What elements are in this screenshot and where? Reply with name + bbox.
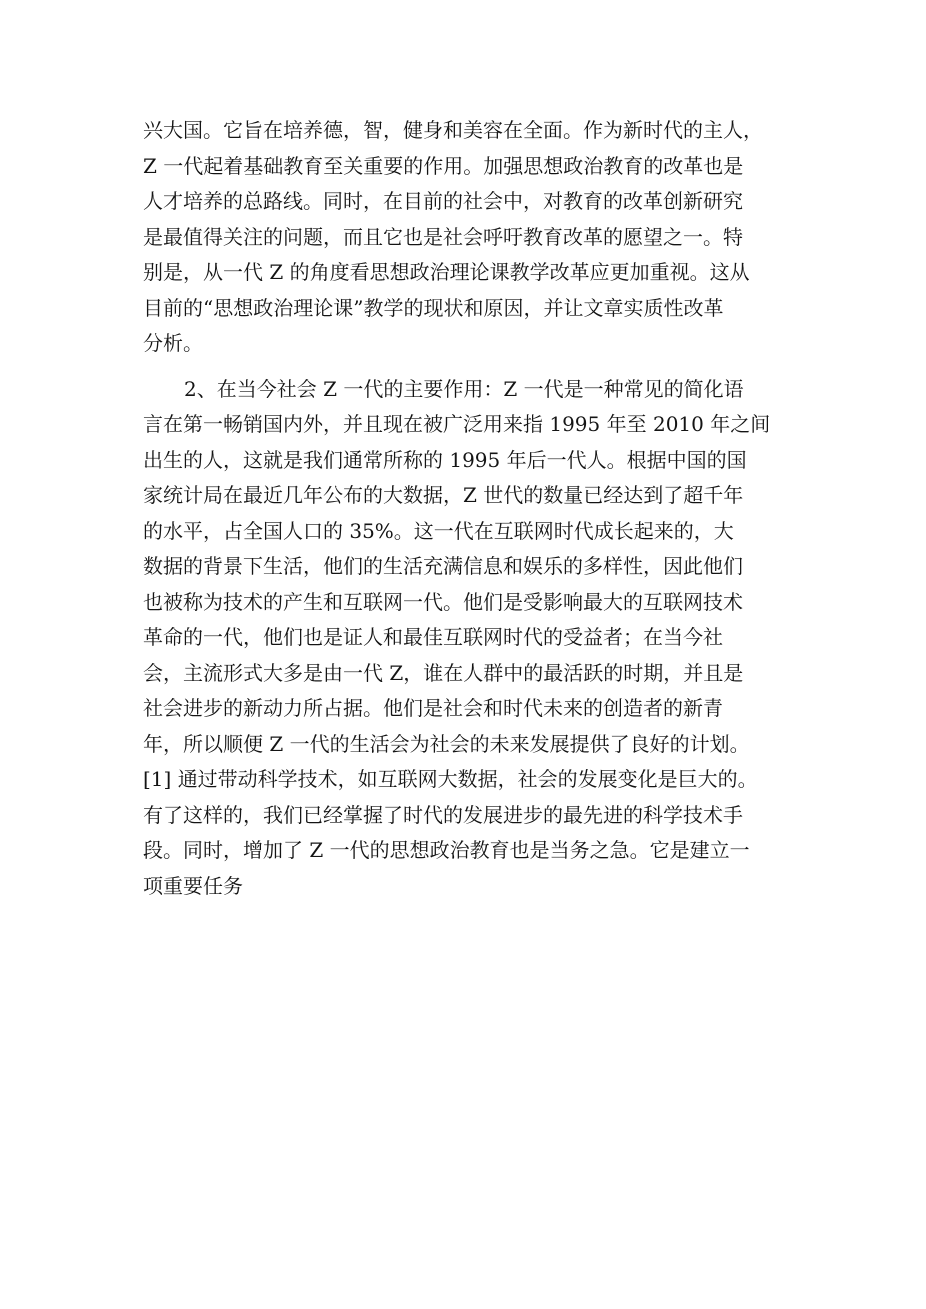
document-body — [143, 113, 793, 904]
text-line: [1] 通过带动科学技术，如互联网大数据，社会的发展变化是巨大的。 — [143, 767, 758, 791]
text-line: 别是，从一代 Z 的角度看思想政治理论课教学改革应更加重视。这从 — [143, 260, 750, 284]
text-line: 目前的“思想政治理论课”教学的现状和原因，并让文章实质性改革 — [143, 295, 724, 320]
text-line: 分析。 — [143, 331, 203, 355]
text-line: 出生的人，这就是我们通常所称的 1995 年后一代人。根据中国的国 — [143, 447, 747, 472]
text-line: 言在第一畅销国内外，并且现在被广泛用来指 1995 年至 2010 年之间 — [143, 412, 771, 436]
text-line: 会，主流形式大多是由一代 Z，谁在人群中的最活跃的时期，并且是 — [143, 660, 744, 685]
text-line: 家统计局在最近几年公布的大数据，Z 世代的数量已经达到了超千年 — [143, 483, 744, 507]
text-line: 数据的背景下生活，他们的生活充满信息和娱乐的多样性，因此他们 — [143, 554, 743, 578]
text-line: 也被称为技术的产生和互联网一代。他们是受影响最大的互联网技术 — [143, 589, 743, 614]
text-line: 段。同时，增加了 Z 一代的思想政治教育也是当务之急。它是建立一 — [143, 838, 750, 862]
text-line: 有了这样的，我们已经掌握了时代的发展进步的最先进的科学技术手 — [143, 802, 743, 827]
text-line: 年，所以顺便 Z 一代的生活会为社会的未来发展提供了良好的计划。 — [143, 731, 750, 756]
text-line: 人才培养的总路线。同时，在目前的社会中，对教育的改革创新研究 — [143, 189, 743, 213]
text-line: 是最值得关注的问题，而且它也是社会呼吁教育改革的愿望之一。特 — [143, 224, 743, 249]
text-line-first: 2、在当今社会 Z 一代的主要作用：Z 一代是一种常见的简化语 — [184, 376, 744, 401]
text-line: 项重要任务 — [143, 873, 243, 898]
text-line: 的水平，占全国人口的 35%。这一代在互联网时代成长起来的，大 — [143, 518, 734, 543]
paragraph-1 — [143, 113, 793, 362]
paragraph-spacer — [143, 362, 793, 372]
text-line: 兴大国。它旨在培养德，智，健身和美容在全面。作为新时代的主人， — [143, 118, 763, 142]
paragraph-2 — [143, 372, 793, 905]
text-line: Z 一代起着基础教育至关重要的作用。加强思想政治教育的改革也是 — [143, 153, 744, 178]
text-line: 社会进步的新动力所占据。他们是社会和时代未来的创造者的新青 — [143, 696, 723, 720]
text-line: 革命的一代，他们也是证人和最佳互联网时代的受益者；在当今社 — [143, 625, 723, 649]
